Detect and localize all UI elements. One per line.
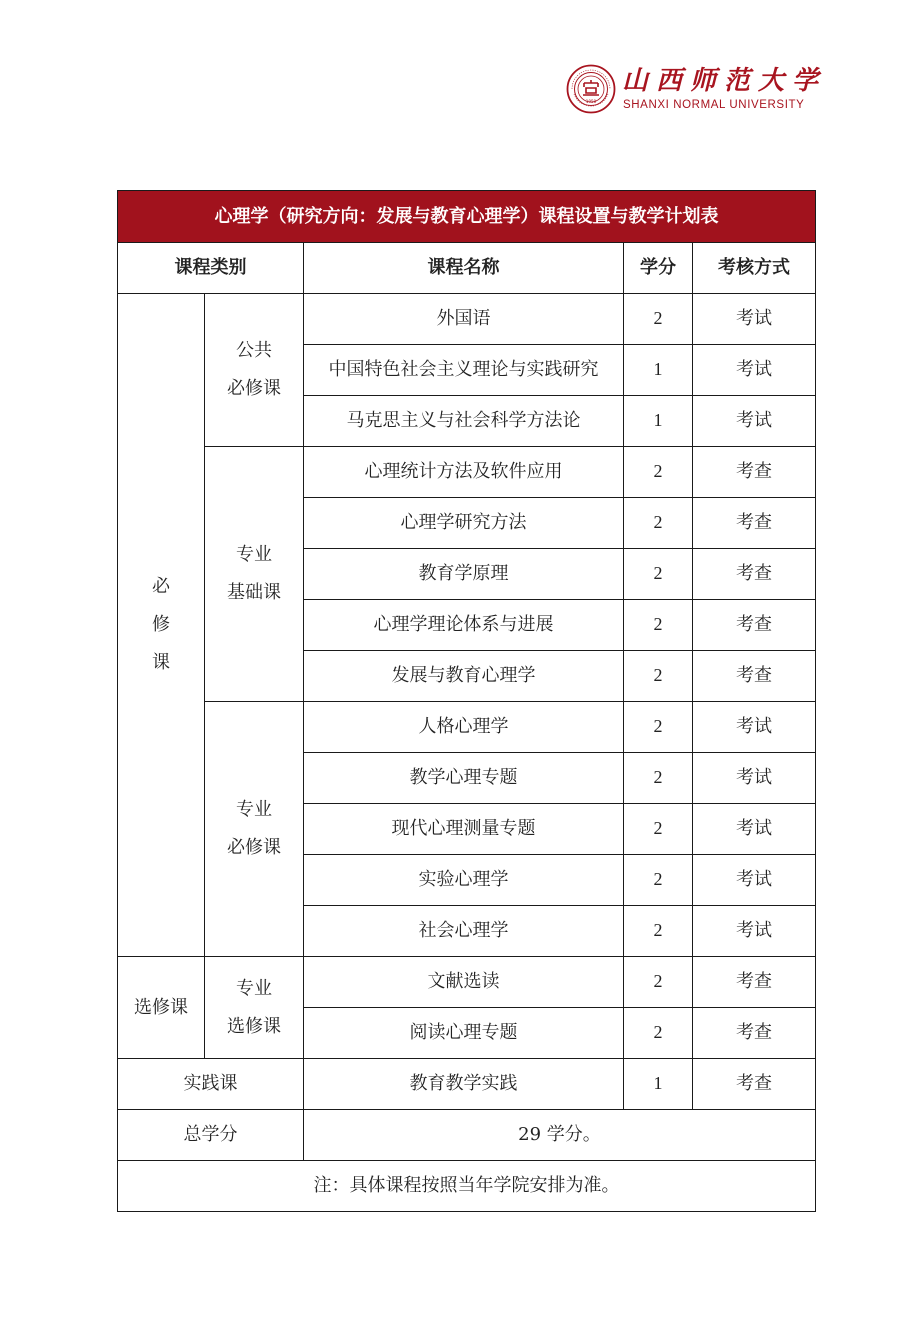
course-credit: 1: [624, 345, 693, 396]
course-plan-table: [117, 190, 816, 1212]
course-credit: 2: [624, 294, 693, 345]
course-exam: 考试: [693, 294, 816, 345]
course-name: 外国语: [304, 294, 624, 345]
course-exam: 考试: [693, 753, 816, 804]
required-label-char: 课: [152, 652, 170, 673]
course-name: 阅读心理专题: [304, 1008, 624, 1059]
course-credit: 2: [624, 1008, 693, 1059]
course-credit: 1: [624, 396, 693, 447]
course-name: 教育学原理: [304, 549, 624, 600]
seal-year: 1958: [585, 99, 597, 104]
subcategory-label-line: 专业: [236, 799, 272, 820]
course-credit: 2: [624, 702, 693, 753]
course-exam: 考查: [693, 651, 816, 702]
course-name: 教育教学实践: [304, 1059, 624, 1110]
subcategory-label-line: 必修课: [227, 378, 281, 399]
course-name: 社会心理学: [304, 906, 624, 957]
course-credit: 2: [624, 651, 693, 702]
course-credit: 2: [624, 804, 693, 855]
header-course: 课程名称: [304, 243, 624, 294]
course-name: 发展与教育心理学: [304, 651, 624, 702]
course-name: 教学心理专题: [304, 753, 624, 804]
major-required-subcategory: [205, 702, 304, 957]
header-category: 课程类别: [118, 243, 304, 294]
course-exam: 考查: [693, 498, 816, 549]
course-credit: 2: [624, 600, 693, 651]
elective-category: 选修课: [118, 957, 205, 1059]
course-exam: 考查: [693, 957, 816, 1008]
course-name: 心理统计方法及软件应用: [304, 447, 624, 498]
course-exam: 考试: [693, 702, 816, 753]
course-exam: 考试: [693, 804, 816, 855]
table-row: [118, 957, 816, 1008]
table-title: 心理学（研究方向：发展与教育心理学）课程设置与教学计划表: [118, 191, 816, 243]
table-note: 注：具体课程按照当年学院安排为准。: [118, 1161, 816, 1212]
course-name: 人格心理学: [304, 702, 624, 753]
course-exam: 考查: [693, 1059, 816, 1110]
major-basic-subcategory: [205, 447, 304, 702]
subcategory-label-line: 必修课: [227, 837, 281, 858]
total-label: 总学分: [118, 1110, 304, 1161]
course-name: 心理学理论体系与进展: [304, 600, 624, 651]
total-row: [118, 1110, 816, 1161]
course-name: 文献选读: [304, 957, 624, 1008]
subcategory-label-line: 专业: [236, 544, 272, 565]
course-credit: 2: [624, 957, 693, 1008]
subcategory-label-line: 选修课: [227, 1015, 281, 1037]
course-credit: 1: [624, 1059, 693, 1110]
required-label-char: 修: [152, 614, 170, 635]
course-exam: 考查: [693, 549, 816, 600]
course-credit: 2: [624, 549, 693, 600]
course-exam: 考查: [693, 447, 816, 498]
course-exam: 考试: [693, 345, 816, 396]
course-credit: 2: [624, 906, 693, 957]
course-exam: 考试: [693, 906, 816, 957]
table-header-row: [118, 243, 816, 294]
note-row: [118, 1161, 816, 1212]
university-name-en: SHANXI NORMAL UNIVERSITY: [623, 99, 805, 111]
course-credit: 2: [624, 753, 693, 804]
course-name: 心理学研究方法: [304, 498, 624, 549]
course-exam: 考试: [693, 396, 816, 447]
course-name: 实验心理学: [304, 855, 624, 906]
subcategory-label-line: 专业: [236, 977, 272, 999]
table-row: [118, 294, 816, 345]
course-exam: 考查: [693, 600, 816, 651]
required-label-char: 必: [152, 576, 170, 597]
practice-category: 实践课: [118, 1059, 304, 1110]
course-name: 马克思主义与社会科学方法论: [304, 396, 624, 447]
course-exam: 考查: [693, 1008, 816, 1059]
course-credit: 2: [624, 498, 693, 549]
course-name: 现代心理测量专题: [304, 804, 624, 855]
table-row: [118, 447, 816, 498]
subcategory-label-line: 公共: [236, 340, 272, 361]
course-credit: 2: [624, 855, 693, 906]
course-credit: 2: [624, 447, 693, 498]
university-logo: [566, 64, 827, 116]
header-credit: 学分: [624, 243, 693, 294]
subcategory-label-line: 基础课: [227, 582, 281, 603]
course-name: 中国特色社会主义理论与实践研究: [304, 345, 624, 396]
university-name-cn: 山西师范大学: [622, 66, 827, 96]
header-exam: 考核方式: [693, 243, 816, 294]
university-seal-icon: [566, 64, 616, 114]
total-value: 29 学分。: [304, 1110, 816, 1161]
table-row: [118, 702, 816, 753]
course-exam: 考试: [693, 855, 816, 906]
major-elective-subcategory: [205, 957, 304, 1059]
table-row: [118, 1059, 816, 1110]
table-title-row: [118, 191, 816, 243]
public-required-subcategory: [205, 294, 304, 447]
required-category: [118, 294, 205, 957]
